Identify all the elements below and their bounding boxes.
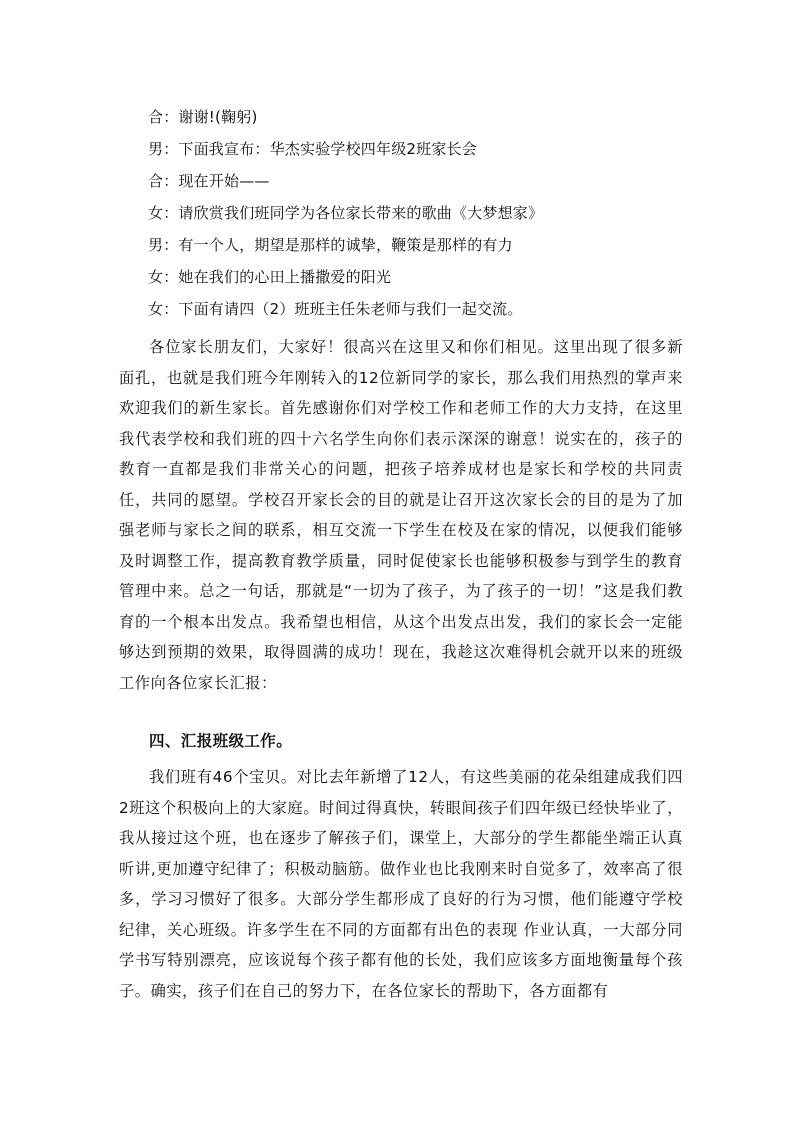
dialogue-list — [148, 101, 688, 325]
dialogue-line: 男：有一个人，期望是那样的诚挚，鞭策是那样的有力 — [148, 236, 513, 254]
section-heading: 四、汇报班级工作。 — [149, 732, 293, 750]
dialogue-line: 女：请欣赏我们班同学为各位家长带来的歌曲《大梦想家》 — [148, 204, 544, 222]
dialogue-line: 合：谢谢!(鞠躬) — [148, 108, 258, 126]
dialogue-line: 女：她在我们的心田上播撒爱的阳光 — [148, 268, 392, 286]
speech-paragraph: 各位家长朋友们，大家好！很高兴在这里又和你们相见。这里出现了很多新面孔，也就是我们班今年刚转入的12位新同学的家长，那么我们用热烈的掌声来欢迎我们的新生家长。首先感谢你们对学校工作和老师工作的大力支持，在这里我代表学校和我们班的四十六名学生向你们表示深深的谢意！说实在的，孩子的教育一直都是我们非常关心的问题，把孩子培养成材也是家长和学校的共同责任，共同的愿望。学校召开家长会的目的就是让召开这次家长会的目的是为了加强老师与家长之间的联系，相互交流一下学生在校及在家的情况，以便我们能够及时调整工作，提高教育教学质量，同时促使家长也能够积极参与到学生的教育管理中来。总之一句话，那就是“一切为了孩子，为了孩子的一切！”这是我们教育的一个根本出发点。我希望也相信，从这个出发点出发，我们的家长会一定能够达到预期的效果，取得圆满的成功！现在，我趁这次难得机会就开以来的班级工作向各位家长汇报： — [119, 338, 683, 692]
report-paragraph: 我们班有46个宝贝。对比去年新增了12人，有这些美丽的花朵组建成我们四2班这个积极向上的大家庭。时间过得真快，转眼间孩子们四年级已经快毕业了，我从接过这个班，也在逐步了解孩子们，课堂上，大部分的学生都能坐端正认真听讲,更加遵守纪律了；积极动脑筋。做作业也比我刚来时自觉多了，效率高了很多，学习习惯好了很多。大部分学生都形成了良好的行为习惯，他们能遵守学校纪律，关心班级。许多学生在不同的方面都有出色的表现 作业认真，一大部分同学书写特别漂亮，应该说每个孩子都有他的长处，我们应该多方面地衡量每个孩子。确实，孩子们在自己的努力下，在各位家长的帮助下，各方面都有 — [119, 768, 683, 1000]
dialogue-line: 合：现在开始—— — [148, 172, 270, 190]
dialogue-line: 男：下面我宣布：华杰实验学校四年级2班家长会 — [148, 140, 477, 158]
dialogue-line: 女：下面有请四（2）班班主任朱老师与我们一起交流。 — [148, 300, 523, 318]
